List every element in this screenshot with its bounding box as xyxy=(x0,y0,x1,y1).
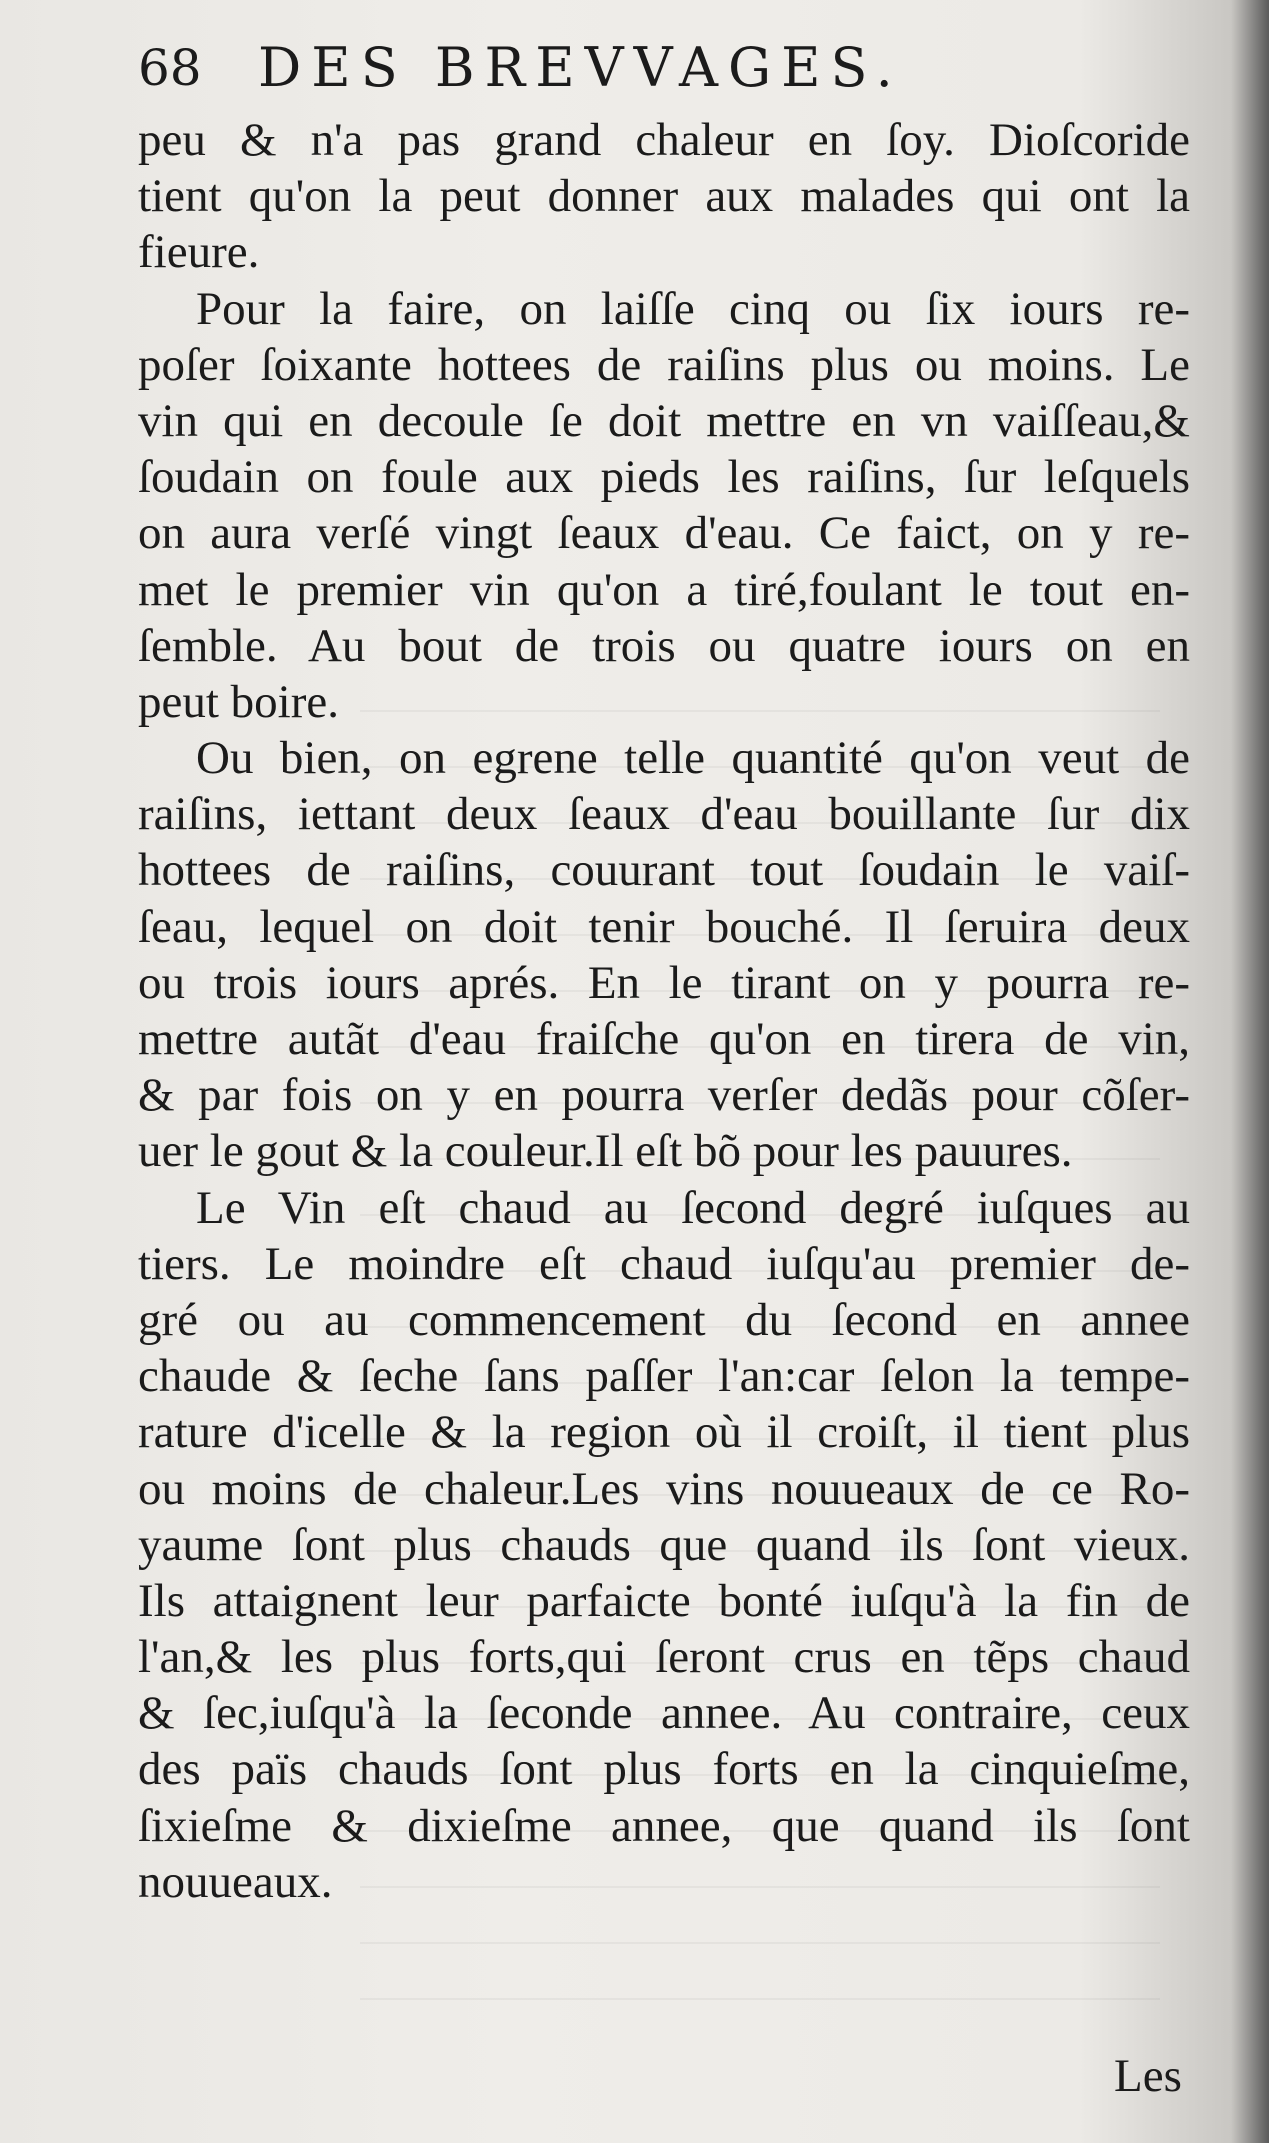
text-line: ſeau, lequel on doit tenir bouché. Il ſeruira deux xyxy=(138,900,1190,953)
text-line: hottees de raiſins, couurant tout ſoudain le vaiſ- xyxy=(138,844,1190,897)
text-line: tient qu'on la peut donner aux malades qui ont la xyxy=(138,170,1190,223)
page-header xyxy=(138,38,1178,98)
text-line: Le Vin eſt chaud au ſecond degré iuſques au xyxy=(196,1181,1190,1234)
text-line: Ou bien, on egrene telle quantité qu'on veut de xyxy=(196,732,1190,785)
text-line: ou moins de chaleur.Les vins nouueaux de ce Ro- xyxy=(138,1462,1190,1515)
text-line: fieure. xyxy=(138,226,260,279)
text-line: on aura verſé vingt ſeaux d'eau. Ce faict, on y re- xyxy=(138,507,1190,560)
text-line: peu & n'a pas grand chaleur en ſoy. Dioſcoride xyxy=(138,114,1190,166)
text-line: & ſec,iuſqu'à la ſeconde annee. Au contraire, ceux xyxy=(138,1687,1190,1740)
text-line: yaume ſont plus chauds que quand ils ſont vieux. xyxy=(138,1518,1190,1571)
running-head: DES BREVVAGES. xyxy=(258,36,903,99)
text-line: gré ou au commencement du ſecond en annee xyxy=(138,1293,1190,1346)
text-line: & par fois on y en pourra verſer dedãs pour cõſer- xyxy=(138,1069,1190,1122)
text-line: ſixieſme & dixieſme annee, que quand ils ſont xyxy=(138,1799,1190,1852)
text-line: met le premier vin qu'on a tiré,foulant le tout en- xyxy=(138,563,1190,616)
text-line: peut boire. xyxy=(138,675,339,728)
text-line: rature d'icelle & la region où il croiſt, il tient plus xyxy=(138,1406,1190,1459)
text-line: poſer ſoixante hottees de raiſins plus ou moins. Le xyxy=(138,338,1190,391)
text-line: nouueaux. xyxy=(138,1855,333,1908)
page-number: 68 xyxy=(138,39,202,97)
text-line: tiers. Le moindre eſt chaud iuſqu'au premier de- xyxy=(138,1237,1190,1290)
text-line: l'an,& les plus forts,qui ſeront crus en tẽps chaud xyxy=(138,1631,1190,1684)
text-line: ou trois iours aprés. En le tirant on y pourra re- xyxy=(138,956,1190,1009)
body-text xyxy=(138,112,1190,1910)
text-line: uer le gout & la couleur.Il eſt bõ pour les pauures. xyxy=(138,1125,1073,1178)
text-line: Ils attaignent leur parfaicte bonté iuſqu'à la fin de xyxy=(138,1574,1190,1627)
text-line: vin qui en decoule ſe doit mettre en vn vaiſſeau,& xyxy=(138,394,1190,447)
text-line: chaude & ſeche ſans paſſer l'an:car ſelon la tempe- xyxy=(138,1350,1190,1403)
text-line: ſemble. Au bout de trois ou quatre iours on en xyxy=(138,619,1190,672)
text-line: des païs chauds ſont plus forts en la cinquieſme, xyxy=(138,1743,1190,1796)
text-line: raiſins, iettant deux ſeaux d'eau bouillante ſur dix xyxy=(138,788,1190,841)
catchword: Les xyxy=(1114,2050,1182,2102)
paragraph xyxy=(138,281,1190,731)
text-line: Pour la faire, on laiſſe cinq ou ſix iours re- xyxy=(196,282,1190,335)
paragraph xyxy=(138,112,1190,281)
paragraph xyxy=(138,1180,1190,1910)
text-line: ſoudain on foule aux pieds les raiſins, ſur leſquels xyxy=(138,451,1190,504)
paragraph xyxy=(138,730,1190,1180)
text-line: mettre autãt d'eau fraiſche qu'on en tirera de vin, xyxy=(138,1013,1190,1065)
